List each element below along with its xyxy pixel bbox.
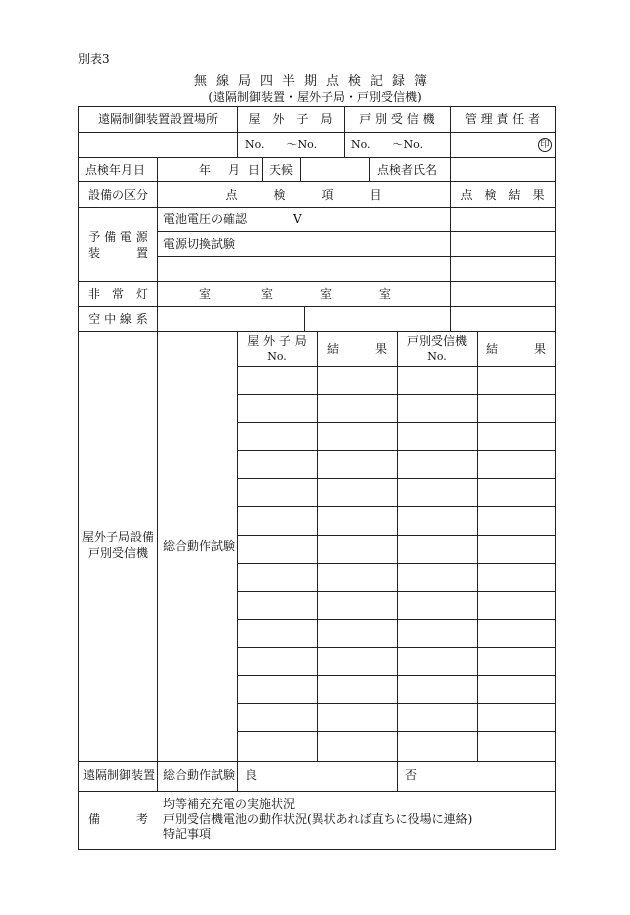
col-result-1: 結 果 bbox=[326, 342, 387, 356]
rule bbox=[369, 157, 370, 181]
room-1: 室 bbox=[199, 287, 212, 301]
remarks-line-1: 均等補充充電の実施状況 bbox=[163, 797, 296, 811]
col-receiver-no: No. bbox=[427, 350, 447, 363]
form-title: 無線局四半期点検記録簿 bbox=[193, 74, 436, 89]
room-3: 室 bbox=[320, 287, 333, 301]
no-good-label: 否 bbox=[405, 768, 418, 782]
rule bbox=[397, 331, 398, 791]
emergency-light-label: 非 常 灯 bbox=[87, 287, 148, 301]
rule bbox=[237, 563, 555, 564]
inspector-label: 点検者氏名 bbox=[377, 163, 438, 177]
outdoor-station-label: 屋 外 子 局 bbox=[248, 112, 333, 126]
rule bbox=[237, 731, 555, 732]
rule bbox=[300, 157, 301, 181]
seal-icon: 印 bbox=[538, 138, 552, 152]
rule bbox=[237, 478, 555, 479]
rule bbox=[79, 181, 555, 182]
date-label: 点検年月日 bbox=[85, 163, 146, 177]
outdoor-equipment-label-2: 戸別受信機 bbox=[87, 546, 148, 560]
annex-label: 別表3 bbox=[78, 52, 110, 66]
rule bbox=[317, 331, 318, 761]
rule bbox=[79, 281, 555, 282]
rule bbox=[79, 791, 555, 792]
rule bbox=[237, 619, 555, 620]
rule bbox=[79, 132, 555, 133]
rule bbox=[237, 422, 555, 423]
rule bbox=[237, 591, 555, 592]
items-header: 点 検 項 目 bbox=[225, 188, 382, 202]
remarks-line-3: 特記事項 bbox=[163, 827, 212, 841]
overall-test-label: 総合動作試験 bbox=[163, 539, 236, 553]
rule bbox=[79, 761, 555, 762]
month-label: 月 bbox=[228, 163, 241, 177]
backup-power-label-2: 装 置 bbox=[87, 246, 148, 260]
rule bbox=[79, 207, 555, 208]
rule bbox=[237, 703, 555, 704]
rule bbox=[157, 256, 555, 257]
day-label: 日 bbox=[248, 163, 261, 177]
power-switch-item: 電源切換試験 bbox=[163, 237, 236, 251]
voltage-unit: V bbox=[293, 212, 302, 226]
remote-test-label: 総合動作試験 bbox=[163, 768, 236, 782]
room-4: 室 bbox=[379, 287, 392, 301]
rule bbox=[79, 157, 555, 158]
result-header: 点 検 結 果 bbox=[460, 188, 545, 202]
rule bbox=[237, 675, 555, 676]
remote-control-label: 遠隔制御装置 bbox=[83, 768, 156, 782]
backup-power-label-1: 予 備 電 源 bbox=[88, 230, 148, 244]
room-2: 室 bbox=[261, 287, 274, 301]
form-subtitle: (遠隔制御装置・屋外子局・戸別受信機) bbox=[208, 90, 422, 104]
good-label: 良 bbox=[245, 768, 258, 782]
col-outdoor-no: No. bbox=[267, 350, 287, 363]
rule bbox=[237, 331, 238, 791]
rule bbox=[79, 306, 555, 307]
remarks-line-2: 戸別受信機電池の動作状況(異状あれば直ちに役場に連絡) bbox=[163, 812, 473, 826]
outdoor-range: No. ～No. bbox=[245, 138, 318, 151]
remarks-label: 備 考 bbox=[87, 812, 148, 826]
rule bbox=[450, 157, 451, 331]
category-header: 設備の区分 bbox=[87, 188, 148, 202]
col-outdoor-station: 屋 外 子 局 bbox=[247, 334, 307, 348]
outdoor-equipment-label-1: 屋外子局設備 bbox=[81, 530, 154, 544]
weather-label: 天候 bbox=[269, 163, 294, 177]
col-receiver: 戸別受信機 bbox=[406, 334, 467, 348]
antenna-label: 空 中 線 系 bbox=[88, 312, 148, 326]
rule bbox=[237, 450, 555, 451]
rule bbox=[237, 506, 555, 507]
rule bbox=[237, 366, 555, 367]
rule bbox=[262, 157, 263, 181]
col-result-2: 結 果 bbox=[485, 342, 546, 356]
receiver-label: 戸 別 受 信 機 bbox=[359, 112, 435, 126]
rule bbox=[477, 331, 478, 761]
inspection-form bbox=[78, 106, 556, 850]
rule bbox=[237, 535, 555, 536]
location-label: 遠隔制御装置設置場所 bbox=[97, 112, 218, 126]
rule bbox=[237, 647, 555, 648]
manager-label: 管 理 責 任 者 bbox=[464, 112, 541, 126]
rule bbox=[157, 231, 555, 232]
rule bbox=[237, 394, 555, 395]
receiver-range: No. ～No. bbox=[351, 138, 424, 151]
battery-voltage-item: 電池電圧の確認 bbox=[163, 212, 248, 226]
rule bbox=[304, 306, 305, 331]
rule bbox=[157, 157, 158, 791]
year-label: 年 bbox=[199, 163, 212, 177]
